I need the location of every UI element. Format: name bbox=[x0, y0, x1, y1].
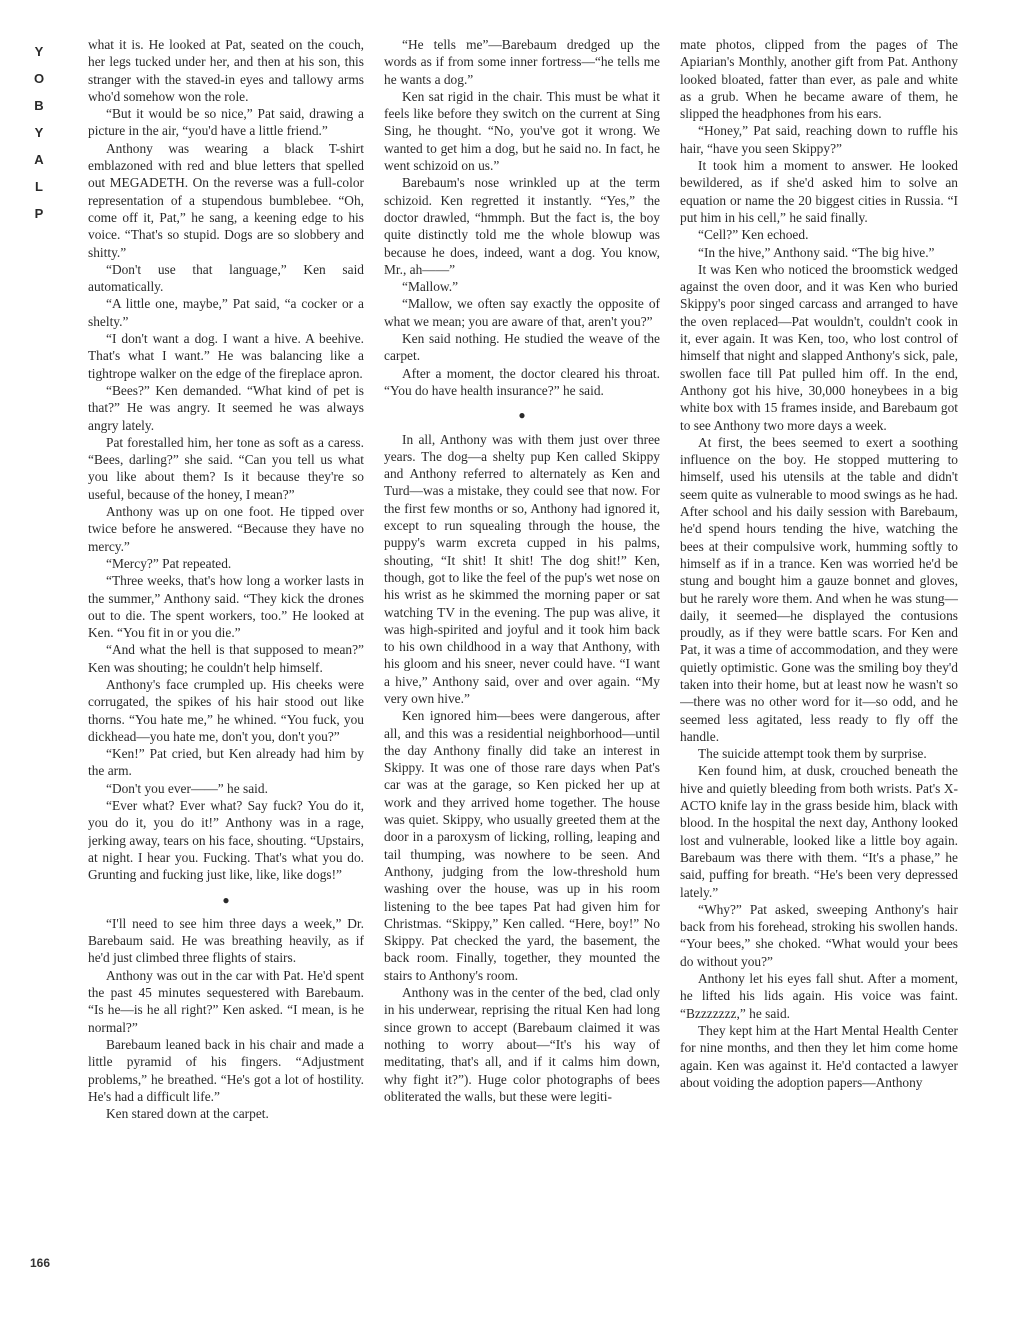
magazine-letter: B bbox=[34, 98, 44, 113]
paragraph: “And what the hell is that supposed to mean?” Ken was shouting; he couldn't help himself. bbox=[88, 642, 364, 675]
magazine-letter: Y bbox=[34, 125, 44, 140]
paragraph: It took him a moment to answer. He looked bewildered, as if she'd asked him to solve an equation or name the 20 biggest cities in Russia. “I put him in his cell,” he said finally. bbox=[680, 158, 958, 225]
paragraph: Anthony's face crumpled up. His cheeks were corrugated, the spikes of his hair stood out like thorns. “You hate me,” he whined. “You fuck, you dickhead—you hate me, don't you, don't you?” bbox=[88, 676, 364, 744]
paragraph: Anthony was up on one foot. He tipped over twice before he answered. “Because they have no mercy.” bbox=[88, 504, 364, 554]
magazine-letter: P bbox=[34, 206, 44, 221]
paragraph: “Honey,” Pat said, reaching down to ruffle his hair, “have you seen Skippy?” bbox=[680, 123, 958, 156]
paragraph: “He tells me”—Barebaum dredged up the words as if from some inner fortress—“he tells me he wants a dog.” bbox=[384, 37, 660, 87]
magazine-letter: Y bbox=[34, 44, 44, 59]
paragraph: “Why?” Pat asked, sweeping Anthony's hair back from his forehead, stroking his swollen hands. “Your bees,” she choked. “What would your bees do without you?” bbox=[680, 901, 958, 969]
paragraph: “Mallow.” bbox=[402, 279, 459, 295]
paragraph: “I don't want a dog. I want a hive. A beehive. That's what I want.” He was balancing like a tightrope walker on the edge of the fireplace apron. bbox=[88, 331, 364, 381]
column-2 bbox=[384, 36, 660, 1276]
paragraph: The suicide attempt took them by surprise. bbox=[698, 746, 927, 762]
column-3 bbox=[680, 36, 958, 1276]
paragraph: “But it would be so nice,” Pat said, drawing a picture in the air, “you'd have a little friend.” bbox=[88, 106, 364, 139]
paragraph: “Mallow, we often say exactly the opposite of what we mean; you are aware of that, aren't you?” bbox=[384, 296, 660, 329]
paragraph: Anthony let his eyes fall shut. After a moment, he lifted his lids again. His voice was faint. “Bzzzzzzz,” he said. bbox=[680, 971, 958, 1021]
paragraph: “Bees?” Ken demanded. “What kind of pet is that?” He was angry. It seemed he was always angry lately. bbox=[88, 382, 364, 433]
paragraph: “Don't you ever——” he said. bbox=[106, 780, 268, 796]
paragraph: “Don't use that language,” Ken said automatically. bbox=[88, 261, 364, 295]
paragraph: mate photos, clipped from the pages of The Apiarian's Monthly, another gift from Pat. Anthony looked bloated, fatter than ever, as pale and white as a grub. When he became aware of them, he slipped the headphones from his ears. bbox=[680, 37, 958, 122]
paragraph: what it is. He looked at Pat, seated on the couch, her legs tucked under her, and then at his son, this stranger with the staved-in eyes and tallowy arms who'd somehow won the role. bbox=[88, 37, 364, 104]
paragraph: “Three weeks, that's how long a worker lasts in the summer,” Anthony said. “They kick the drones out to die. The spent workers, too.” He looked at Ken. “You fit in or you die.” bbox=[88, 573, 364, 641]
paragraph: “Cell?” Ken echoed. bbox=[698, 227, 809, 243]
paragraph: At first, the bees seemed to exert a soothing influence on the boy. He stopped muttering to himself, used his utensils at the table and didn't seem quite as vulnerable to mood swings as he had. After school and his daily session with Barebaum, he'd spend hours tending the hive, watching the bees at their compulsive work, humming softly to himself as if in a trance. Ken was worried he'd be stung and bought him a gauze bonnet and gloves, but he rarely wore them. And when he was stung—daily, it seemed—he displayed the contusions proudly, as if they were battle scars. For Ken and Pat, it was a time of accommodation, and they were quietly optimistic. Gone was the smiling boy they'd taken into their home, but at least now he wasn't so—there was no other word for it—so odd, and he seemed less agitated, less ready to fly off the handle. bbox=[680, 434, 958, 744]
paragraph: “Mercy?” Pat repeated. bbox=[106, 555, 232, 571]
magazine-name-vertical bbox=[30, 38, 48, 227]
section-break: ● bbox=[222, 892, 230, 907]
magazine-letter: A bbox=[34, 152, 44, 167]
paragraph: “Ken!” Pat cried, but Ken already had him by the arm. bbox=[88, 746, 364, 779]
paragraph: Pat forestalled him, her tone as soft as a caress. “Bees, darling?” she said. “Can you tell us what you like about them? Is it because they're so useful, because of the honey, I mean?” bbox=[88, 434, 364, 502]
paragraph: Ken said nothing. He studied the weave of the carpet. bbox=[384, 331, 660, 364]
paragraph: It was Ken who noticed the broomstick wedged against the oven door, and it was Ken who buried Skippy's poor singed carcass and arranged to have the oven replaced—Pat wouldn't, couldn't cook in it, ever again. It was Ken, too, who lost control of himself that night and slapped Anthony's sick, pale, swollen face till Pat pulled him off. In the end, Anthony got his hive, 30,000 honeybees in a big white box with 15 frames inside, and Barebaum got to see Anthony two more days a week. bbox=[680, 261, 958, 433]
magazine-letter: O bbox=[33, 71, 45, 86]
paragraph: Barebaum's nose wrinkled up at the term schizoid. Ken regretted it instantly. “Yes,” the doctor drawled, “hmmph. But the fact is, the boy quite distinctly told me the whole blowup was because he does, indeed, want a dog. You know, Mr., ah——” bbox=[384, 175, 660, 277]
paragraph: Anthony was wearing a black T-shirt emblazoned with red and blue letters that spelled out MEGADETH. On the reverse was a full-color representation of a stupendous bumblebee. “Oh, come off it, Pat,” he sang, a keening edge to his voice. “That's so stupid. Dogs are so slobbery and shitty.” bbox=[88, 140, 364, 260]
paragraph: They kept him at the Hart Mental Health Center for nine months, and then they let him come home again. Ken was against it. He'd contacted a lawyer about voiding the adoption papers—Anthony bbox=[680, 1022, 958, 1090]
section-break: ● bbox=[518, 408, 526, 423]
paragraph: After a moment, the doctor cleared his throat. “You do have health insurance?” he said. bbox=[384, 365, 660, 398]
paragraph: Barebaum leaned back in his chair and made a little pyramid of his fingers. “Adjustment problems,” he breathed. “He's got a lot of hostility. He's had a difficult life.” bbox=[88, 1036, 364, 1104]
paragraph: “In the hive,” Anthony said. “The big hive.” bbox=[698, 244, 935, 260]
paragraph: Anthony was in the center of the bed, clad only in his underwear, reprising the ritual Ken had long since grown to accept (Barebaum claimed it was nothing to worry about—“It's his way of meditating, that's all, and if it calms him down, why fight it?”). Huge color photographs of bees obliterated the walls, but these were legiti- bbox=[384, 985, 660, 1104]
paragraph: Anthony was out in the car with Pat. He'd spent the past 45 minutes sequestered with Barebaum. “Is he—is he all right?” Ken asked. “I mean, is he normal?” bbox=[88, 967, 364, 1035]
paragraph: “Ever what? Ever what? Say fuck? You do it, you do it, you do it!” Anthony was in a rage, jerking away, tears on his face, shouting. “Upstairs, at night. I hear you. Fucking. That's what you do. Grunting and fucking just like, like, like dogs!” bbox=[88, 798, 364, 883]
paragraph: “A little one, maybe,” Pat said, “a cocker or a shelty.” bbox=[88, 296, 364, 329]
page-number: 166 bbox=[30, 1256, 51, 1270]
paragraph: Ken sat rigid in the chair. This must be what it feels like before they switch on the current at Sing Sing, he thought. “No, you've got it wrong. We wanted to get him a dog, but he said no. In fact, he went schizoid on us.” bbox=[384, 88, 660, 174]
paragraph: Ken found him, at dusk, crouched beneath the hive and quietly bleeding from both wrists. Pat's X-ACTO knife lay in the grass beside him, black with blood. In the hospital the next day, Anthony looked lost and vulnerable, looked like a little boy again. Barebaum was there with them. “It's a phase,” he said, puffing for breath. “He's been very depressed lately.” bbox=[680, 763, 958, 900]
paragraph: In all, Anthony was with them just over three years. The dog—a shelty pup Ken called Skippy and Anthony referred to alternately as Ken and Turd—was a mistake, they could see that now. For the first few months or so, Anthony had ignored it, except to run squealing through the house, the puppy's warm excreta cupped in his palms, shouting, “It shit! It shit! The dog shit!” Ken, though, got to like the feel of the pup's wet nose on his wrist as he skimmed the morning paper or sat watching TV in the evening. The pup was alive, it was high-spirited and joyful and it took him back to his own childhood in a way that Anthony, with his gloom and his sneer, never could have. “I want a hive,” Anthony said, over and over again. “My very own hive.” bbox=[384, 431, 660, 706]
paragraph: “I'll need to see him three days a week,” Dr. Barebaum said. He was breathing heavily, as if he'd just climbed three flights of stairs. bbox=[88, 915, 364, 966]
paragraph: Ken ignored him—bees were dangerous, after all, and this was a residential neighborhood—until the day Anthony finally did take an interest in Skippy. It was one of those rare days when Pat's car was at the garage, so Ken picked her up at work and they arrived home together. The house was quiet. Skippy, who usually greeted them at the door in a paroxysm of licking, rolling, leaping and tail thumping, was nowhere to be seen. And Anthony, judging from the low-threshold hum washing over the house, was up in his room listening to the bee tapes Pat had given him for Christmas. “Skippy,” Ken called. “Here, boy!” No Skippy. Pat checked the yard, the basement, the back room. Finally, together, they mounted the stairs to Anthony's room. bbox=[384, 708, 660, 983]
paragraph: Ken stared down at the carpet. bbox=[106, 1106, 269, 1122]
column-1 bbox=[88, 36, 364, 1276]
magazine-letter: L bbox=[35, 179, 43, 194]
